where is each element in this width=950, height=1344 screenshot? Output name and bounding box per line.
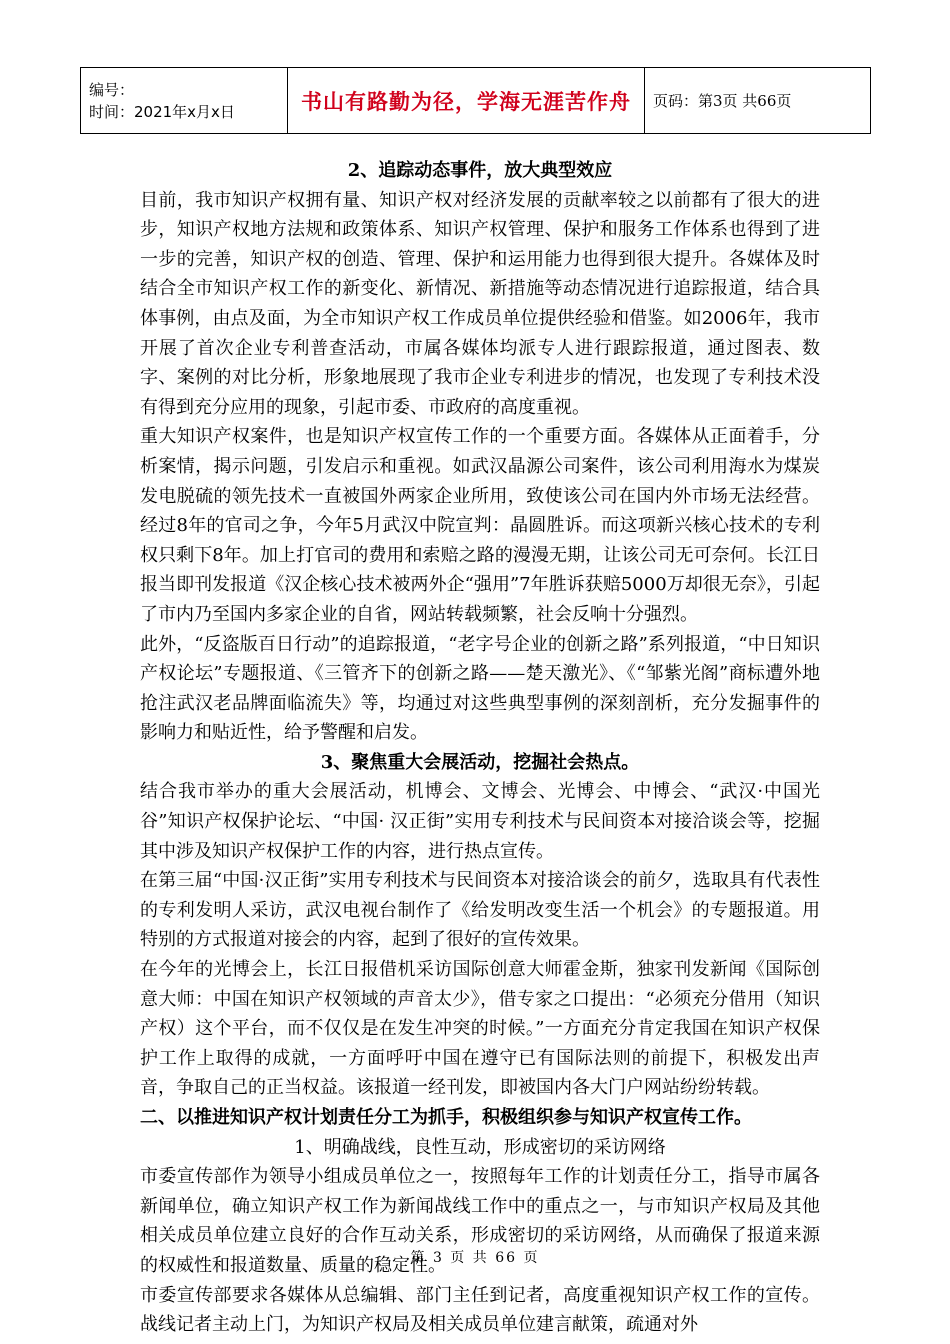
subsection-heading: 1、明确战线，良性互动，形成密切的采访网络 — [294, 1136, 666, 1158]
section-heading: 3、聚焦重大会展活动，挖掘社会热点。 — [320, 751, 640, 773]
chapter-heading: 二、以推进知识产权计划责任分工为抓手，积极组织参与知识产权宣传工作。 — [140, 1107, 752, 1128]
paragraph: 在今年的光博会上，长江日报借机采访国际创意大师霍金斯，独家刊发新闻《国际创意大师：中国在知识产权领域的声音太少》，借专家之口提出：“必须充分借用（知识产权）这个平台，而不仅仅是在发生冲突的时候。”一方面充分肯定我国在知识产权保护工作上取得的成就，一方面呼吁中国在遵守已有国际法则的前提下，积极发出声音，争取自己的正当权益。该报道一经刊发，即被国内各大门户网站纷纷转载。 — [140, 959, 820, 1099]
paragraph: 市委宣传部要求各媒体从总编辑、部门主任到记者，高度重视知识产权工作的宣传。战线记者主动上门，为知识产权局及相关成员单位建言献策，疏通对外 — [140, 1284, 820, 1336]
paragraph: 结合我市举办的重大会展活动，机博会、文博会、光博会、中博会、“武汉·中国光谷”知识产权保护论坛、“中国· 汉正街”实用专利技术与民间资本对接洽谈会等，挖掘其中涉及知识产权保护工作的内容，进行热点宣传。 — [140, 781, 820, 862]
paragraph: 市委宣传部作为领导小组成员单位之一，按照每年工作的计划责任分工，指导市属各新闻单位，确立知识产权工作为新闻战线工作中的重点之一，与市知识产权局及其他相关成员单位建立良好的合作互动关系，形成密切的采访网络，从而确保了报道来源的权威性和报道数量、质量的稳定性。 — [140, 1166, 820, 1276]
header-motto: 书山有路勤为径，学海无涯苦作舟 — [288, 68, 645, 134]
paragraph: 目前，我市知识产权拥有量、知识产权对经济发展的贡献率较之以前都有了很大的进步，知识产权地方法规和政策体系、知识产权管理、保护和服务工作体系也得到了进一步的完善，知识产权的创造、管理、保护和运用能力也得到很大提升。各媒体及时结合全市知识产权工作的新变化、新情况、新措施等动态情况进行追踪报道，结合具体事例，由点及面，为全市知识产权工作成员单位提供经验和借鉴。如2006年，我市开展了首次企业专利普查活动，市属各媒体均派专人进行跟踪报道，通过图表、数字、案例的对比分析，形象地展现了我市企业专利进步的情况，也发现了专利技术没有得到充分应用的现象，引起市委、市政府的高度重视。 — [140, 189, 820, 418]
doc-date-label: 时间：2021年x月x日 — [89, 102, 235, 121]
document-body — [140, 156, 820, 1340]
section-heading: 2、追踪动态事件，放大典型效应 — [347, 160, 613, 181]
doc-number-label: 编号： — [89, 80, 135, 99]
paragraph: 此外，“反盗版百日行动”的追踪报道，“老字号企业的创新之路”系列报道，“中日知识产权论坛”专题报道、《三管齐下的创新之路——楚天激光》、《“邹紫光阁”商标遭外地抢注武汉老品牌面临流失》等，均通过对这些典型事例的深刻剖析，充分发掘事件的影响力和贴近性，给予警醒和启发。 — [140, 633, 820, 744]
paragraph: 重大知识产权案件，也是知识产权宣传工作的一个重要方面。各媒体从正面着手，分析案情，揭示问题，引发启示和重视。如武汉晶源公司案件，该公司利用海水为煤炭发电脱硫的领先技术一直被国外两家企业所用，致使该公司在国内外市场无法经营。经过8年的官司之争，今年5月武汉中院宣判：晶圆胜诉。而这项新兴核心技术的专利权只剩下8年。加上打官司的费用和索赔之路的漫漫无期，让该公司无可奈何。长江日报当即刊发报道《汉企核心技术被两外企“强用”7年胜诉获赔5000万却很无奈》，引起了市内乃至国内多家企业的自省，网站转载频繁，社会反响十分强烈。 — [140, 426, 820, 625]
paragraph: 在第三届“中国·汉正街”实用专利技术与民间资本对接洽谈会的前夕，选取具有代表性的专利发明人采访，武汉电视台制作了《给发明改变生活一个机会》的专题报道。用特别的方式报道对接会的内容，起到了很好的宣传效果。 — [140, 870, 820, 951]
page-footer: 第 3 页 共 66 页 — [410, 1250, 540, 1266]
header-meta — [81, 68, 288, 134]
header-page-info: 页码：第3页 共66页 — [645, 68, 871, 134]
document-header — [80, 67, 871, 134]
